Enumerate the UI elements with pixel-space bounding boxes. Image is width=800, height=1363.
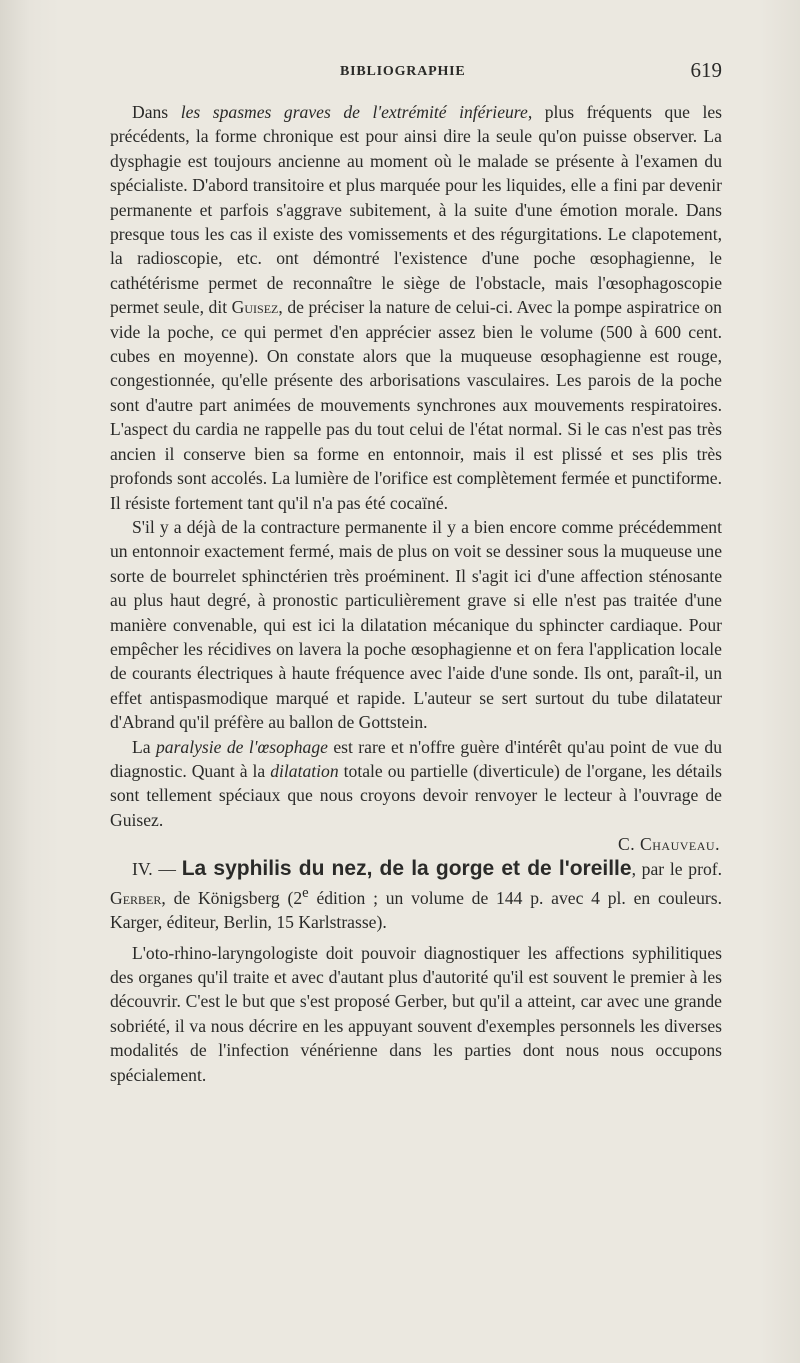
review-number: IV. — (132, 858, 182, 879)
text-run: édition ; un volume de 144 p. avec 4 pl. en couleurs. Karger, éditeur, Berlin, 15 Karlstrasse). (110, 887, 722, 933)
body-text (110, 100, 722, 1087)
review-heading (110, 857, 722, 935)
text-run: , de Königsberg (2 (161, 887, 303, 908)
text-run: , par le prof. (631, 858, 722, 879)
text-run: , de préciser la nature de celui-ci. Avec la pompe aspiratrice on vide la poche, ce qui permet d'en apprécier assez bien le volume (500 à 600 cent. cubes en moyenne). On constate alors que la muqueuse œsophagienne est rouge, congestionnée, qu'elle présente des arborisations vasculaires. Les parois de la poche sont d'autre part animées de mouvements synchrones aux mouvements respiratoires. L'aspect du cardia ne rappelle pas du tout celui de l'état normal. Si le cas n'est pas très ancien il conserve bien sa forme en entonnoir, mais il est plissé et ses plis très profonds sont accolés. La lumière de l'orifice est complètement fermée et punctiforme. Il résiste fortement tant qu'il n'a pas été cocaïné. (110, 297, 722, 513)
review-title: La syphilis du nez, de la gorge et de l'oreille (181, 856, 632, 880)
paragraph-contracture: S'il y a déjà de la contracture permanente il y a bien encore comme précédemment un entonnoir exactement fermé, mais de plus on voit se dessiner sous la muqueuse une sorte de bourrelet sphinctérien très proéminent. Il s'agit ici d'une affection sténosante au plus haut degré, à pronostic particulièrement grave si elle n'est pas traitée d'une manière convenable, qui est ici la dilatation mécanique du sphincter cardiaque. Pour empêcher les récidives on lavera la poche œsophagienne et on fera l'application locale de courants électriques à haute fréquence avec l'aide d'une sonde. Ils ont, paraît-il, un effet antispasmodique marqué et rapide. L'auteur se sert surtout du tube dilatateur d'Abrand qu'il préfère au ballon de Gottstein. (110, 516, 722, 733)
review-author: Gerber (110, 887, 162, 908)
text-run: , plus fréquents que les précédents, la forme chronique est pour ainsi dire la seule qu'on puisse observer. La dysphagie est toujours ancienne au moment où le malade se présente à l'examen du spécialiste. D'abord transitoire et plus marquée pour les liquides, elle a fini par devenir permanente et parfois s'aggrave subitement, à la suite d'une émotion morale. Dans presque tous les cas il existe des vomissements et des régurgitations. Le clapotement, la radioscopie, etc. ont démontré l'existence d'une poche œsophagienne, le cathétérisme permet de reconnaître le siège de l'obstacle, mais l'œsophagoscopie permet seule, dit (110, 102, 723, 318)
text-run: est rare et n'offre guère d'intérêt qu'au point de vue du diagnostic. Quant à la (110, 736, 722, 781)
page-number: 619 (690, 58, 722, 82)
signature: C. Chauveau. (618, 834, 720, 855)
author-name: Guisez (231, 297, 279, 318)
text-run: totale ou partielle (diverticule) de l'organe, les détails sont tellement spéciaux que nous croyons devoir renvoyer le lecteur à l'ouvrage de Guisez. (110, 760, 722, 830)
running-title: BIBLIOGRAPHIE (340, 64, 466, 79)
text-run: Dans (132, 102, 181, 122)
italic-term: dilatation (270, 760, 339, 781)
paragraph-paralysie (110, 735, 722, 833)
paragraph-spasmes (110, 100, 722, 515)
italic-term: les spasmes graves de l'extrémité inférieure (180, 102, 528, 122)
italic-term: paralysie de l'œsophage (155, 736, 328, 757)
paragraph-review-body: L'oto-rhino-laryngologiste doit pouvoir diagnostiquer les affections syphilitiques des organes qu'il traite et avec d'autant plus d'autorité qu'il est souvent le premier à les découvrir. C'est le but que s'est proposé Gerber, but qu'il a atteint, car avec une grande sobriété, il va nous décrire en les appuyant souvent d'exemples personnels les diverses modalités de l'infection vénérienne dans les parties dont nous nous occupons spécialement. (110, 942, 722, 1085)
text-run: La (132, 736, 156, 757)
page-header (110, 58, 722, 88)
edition-superscript: e (302, 885, 309, 901)
